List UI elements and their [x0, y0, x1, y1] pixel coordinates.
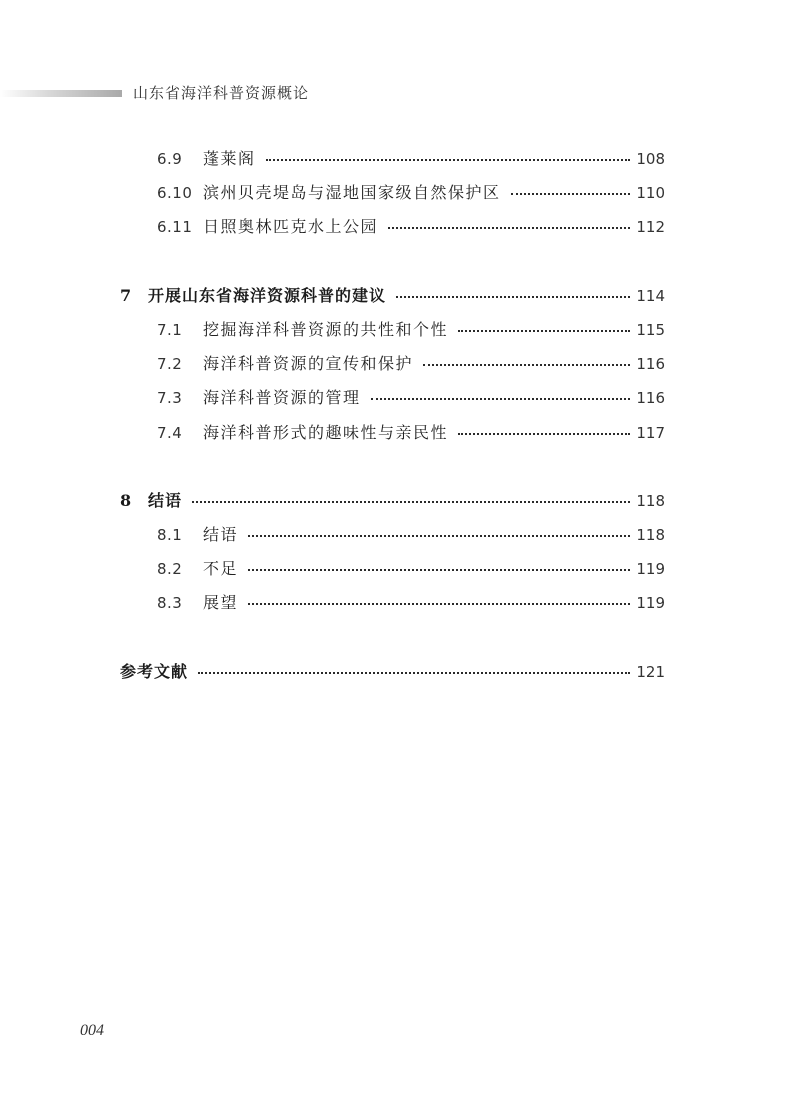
toc-chapter-7[interactable] — [120, 283, 665, 309]
dot-leader — [248, 603, 630, 605]
toc-entry-page: 110 — [636, 184, 665, 202]
toc-entry-page: 116 — [636, 389, 665, 407]
toc-entry-title: 结语 — [203, 525, 239, 544]
dot-leader — [266, 159, 631, 161]
toc-entry-page: 118 — [636, 492, 665, 510]
toc-entry-number: 7.3 — [157, 389, 183, 407]
toc-entry-7-1[interactable] — [157, 317, 665, 343]
toc-entry-6-9[interactable] — [157, 146, 665, 172]
dot-leader — [423, 364, 630, 366]
toc-chapter-title: 结语 — [148, 491, 183, 510]
toc-entry-page: 121 — [636, 663, 665, 681]
toc-chapter-8[interactable] — [120, 488, 665, 514]
toc-entry-7-3[interactable] — [157, 385, 665, 411]
toc-entry-number: 8.1 — [157, 526, 183, 544]
dot-leader — [458, 433, 630, 435]
dot-leader — [396, 296, 630, 298]
toc-entry-page: 119 — [636, 560, 665, 578]
dot-leader — [192, 501, 630, 503]
dot-leader — [511, 193, 631, 195]
toc-entry-page: 115 — [636, 321, 665, 339]
dot-leader — [198, 672, 630, 674]
toc-entry-page: 117 — [636, 424, 665, 442]
dot-leader — [371, 398, 631, 400]
toc-entry-number: 7.2 — [157, 355, 183, 373]
toc-entry-8-1[interactable] — [157, 522, 665, 548]
toc-chapter-number: 8 — [120, 491, 132, 510]
toc-entry-7-2[interactable] — [157, 351, 665, 377]
toc-entry-6-11[interactable] — [157, 214, 665, 240]
toc-references-title: 参考文献 — [120, 662, 189, 681]
toc-entry-8-3[interactable] — [157, 590, 665, 616]
toc-chapter-number: 7 — [120, 286, 132, 305]
running-header — [0, 82, 799, 106]
toc-entry-number: 8.2 — [157, 560, 183, 578]
toc-entry-title: 海洋科普资源的管理 — [203, 388, 361, 407]
header-gradient-bar — [0, 90, 122, 97]
dot-leader — [248, 569, 630, 571]
toc-entry-title: 滨州贝壳堤岛与湿地国家级自然保护区 — [203, 183, 501, 202]
dot-leader — [388, 227, 630, 229]
toc-entry-7-4[interactable] — [157, 420, 665, 446]
toc-entry-page: 114 — [636, 287, 665, 305]
toc-entry-number: 6.11 — [157, 218, 193, 236]
running-title: 山东省海洋科普资源概论 — [133, 84, 310, 102]
toc-entry-title: 挖掘海洋科普资源的共性和个性 — [203, 320, 449, 339]
toc-entry-number: 7.1 — [157, 321, 183, 339]
toc-entry-page: 119 — [636, 594, 665, 612]
dot-leader — [248, 535, 630, 537]
toc-entry-title: 蓬莱阁 — [203, 149, 256, 168]
toc-chapter-title: 开展山东省海洋资源科普的建议 — [148, 286, 387, 305]
toc-entry-page: 118 — [636, 526, 665, 544]
toc-entry-8-2[interactable] — [157, 556, 665, 582]
toc-entry-number: 7.4 — [157, 424, 183, 442]
toc-entry-page: 116 — [636, 355, 665, 373]
page-number: 004 — [80, 1022, 104, 1039]
toc-entry-page: 112 — [636, 218, 665, 236]
toc-entry-title: 不足 — [203, 559, 239, 578]
toc-entry-page: 108 — [636, 150, 665, 168]
toc-entry-number: 8.3 — [157, 594, 183, 612]
toc-entry-title: 海洋科普资源的宣传和保护 — [203, 354, 414, 373]
toc-entry-title: 日照奥林匹克水上公园 — [203, 217, 379, 236]
toc-entry-number: 6.9 — [157, 150, 183, 168]
toc-entry-title: 展望 — [203, 593, 239, 612]
toc-entry-6-10[interactable] — [157, 180, 665, 206]
dot-leader — [458, 330, 630, 332]
toc-entry-number: 6.10 — [157, 184, 193, 202]
toc-references[interactable] — [120, 659, 665, 685]
toc-entry-title: 海洋科普形式的趣味性与亲民性 — [203, 423, 449, 442]
